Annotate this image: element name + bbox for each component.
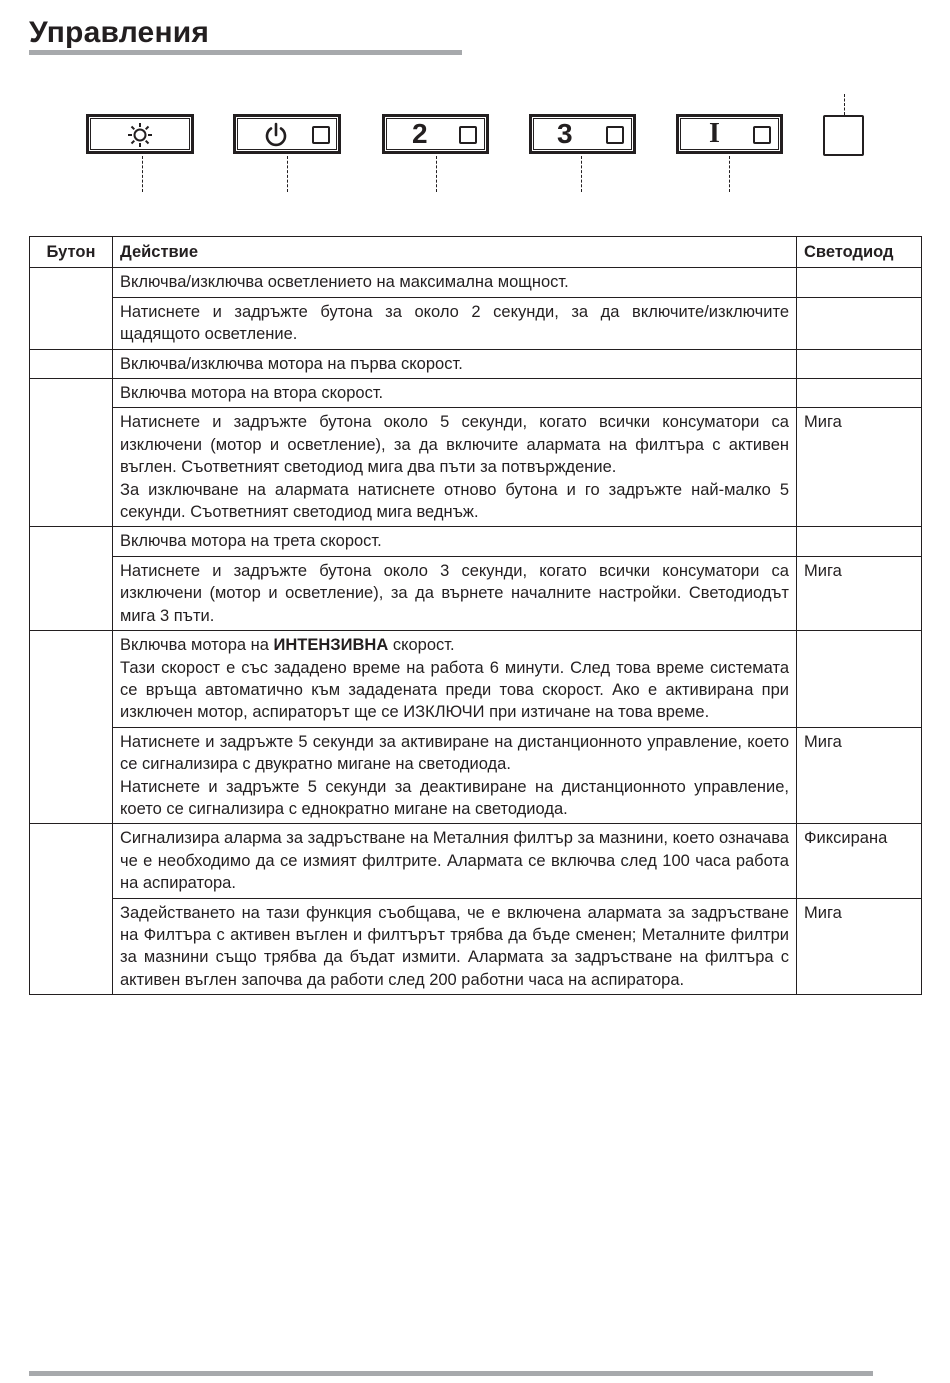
callout-line <box>287 156 288 192</box>
intensive-label: I <box>709 118 720 149</box>
led-indicator <box>312 126 330 144</box>
callout-line <box>844 94 845 115</box>
footer-rule <box>29 1371 873 1376</box>
power-icon <box>263 122 289 148</box>
action-text: Натиснете и задръжте 5 секунди за активиране на дистанционното управление, което се сигнализира с двукратно мигане на светодиода. <box>120 732 789 774</box>
action-text: За изключване на алармата натиснете отново бутона и го задръжте най-малко 5 секунди. Съответният светодиод мига веднъж. <box>120 480 789 522</box>
table-row <box>30 824 922 898</box>
table-row <box>30 408 922 527</box>
action-text: Натиснете и задръжте бутона около 5 секунди, когато всички консуматори са изключени (мотор и осветление), за да включите алармата на филтъра с активен въглен. Съответният светодиод мига два пъти за потвърждение. <box>120 413 789 477</box>
button-cell <box>30 824 113 995</box>
page-title: Управления <box>29 16 210 49</box>
table-row <box>30 527 922 556</box>
led-cell: Мига <box>797 408 922 527</box>
table-row <box>30 631 922 728</box>
button-cell <box>30 527 113 631</box>
header-button: Бутон <box>30 237 113 268</box>
led-cell <box>797 379 922 408</box>
speed-3-label: 3 <box>557 118 573 149</box>
table-row <box>30 297 922 349</box>
action-cell <box>113 631 797 728</box>
led-cell <box>797 631 922 728</box>
action-cell <box>113 727 797 824</box>
action-cell: Задействането на тази функция съобщава, че е включена алармата за задръстване на Филтъра с активен въглен и филтърът трябва да бъде сменен; Металните филтри за мазнини също трябва да бъдат измити. Алармата за задръстване на филтъра с активен въглен започва да работи след 200 работни часа на аспиратора. <box>113 898 797 995</box>
action-cell: Включва мотора на трета скорост. <box>113 527 797 556</box>
action-cell: Сигнализира аларма за задръстване на Металния филтър за мазнини, което означава че е необходимо да се измият филтрите. Алармата се включва след 100 часа работа на аспиратора. <box>113 824 797 898</box>
led-indicator <box>459 126 477 144</box>
led-cell <box>797 297 922 349</box>
table-row <box>30 727 922 824</box>
header-led: Светодиод <box>797 237 922 268</box>
action-text: скорост. <box>388 636 455 655</box>
light-button <box>86 114 194 154</box>
action-cell <box>113 408 797 527</box>
led-cell <box>797 349 922 378</box>
speed-2-button <box>382 114 489 154</box>
control-panel-illustration <box>0 88 950 198</box>
action-cell: Включва/изключва мотора на първа скорост. <box>113 349 797 378</box>
callout-line <box>436 156 437 192</box>
button-cell <box>30 379 113 527</box>
sun-icon <box>127 122 153 148</box>
intensive-button <box>676 114 783 154</box>
callout-line <box>142 156 143 192</box>
callout-line <box>729 156 730 192</box>
speed-3-button <box>529 114 636 154</box>
table-row <box>30 349 922 378</box>
controls-table <box>29 236 922 995</box>
button-cell <box>30 349 113 378</box>
table-row <box>30 379 922 408</box>
led-cell: Мига <box>797 727 922 824</box>
filter-alarm-led <box>823 115 864 156</box>
intensive-keyword: ИНТЕНЗИВНА <box>273 636 389 655</box>
action-text: Тази скорост е със зададено време на работа 6 минути. След това време системата се връща автоматично към зададената преди това скорост. Ако е активирана при изключен мотор, аспираторът ще се ИЗКЛЮЧИ при изтичане на това време. <box>120 658 789 722</box>
power-button <box>233 114 341 154</box>
callout-line <box>581 156 582 192</box>
header-action: Действие <box>113 237 797 268</box>
led-cell <box>797 268 922 297</box>
title-underline <box>29 50 462 55</box>
action-text: Натиснете и задръжте 5 секунди за деактивиране на дистанционното управление, което се сигнализира с еднократно мигане на светодиода. <box>120 777 789 818</box>
table-row <box>30 556 922 630</box>
action-cell: Включва мотора на втора скорост. <box>113 379 797 408</box>
led-cell: Мига <box>797 898 922 995</box>
table-row <box>30 268 922 297</box>
speed-2-label: 2 <box>412 118 428 149</box>
led-indicator <box>753 126 771 144</box>
led-cell <box>797 527 922 556</box>
button-cell <box>30 268 113 349</box>
button-cell <box>30 631 113 824</box>
table-row <box>30 898 922 995</box>
led-cell: Мига <box>797 556 922 630</box>
led-cell: Фиксирана <box>797 824 922 898</box>
action-cell: Натиснете и задръжте бутона за около 2 секунди, за да включите/изключите щадящото осветление. <box>113 297 797 349</box>
led-indicator <box>606 126 624 144</box>
action-text: Включва мотора на <box>120 636 274 655</box>
table-header-row <box>30 237 922 268</box>
action-cell: Включва/изключва осветлението на максимална мощност. <box>113 268 797 297</box>
action-cell: Натиснете и задръжте бутона около 3 секунди, когато всички консуматори са изключени (мотор и осветление), за да върнете началните настройки. Светодиодът мига 3 пъти. <box>113 556 797 630</box>
